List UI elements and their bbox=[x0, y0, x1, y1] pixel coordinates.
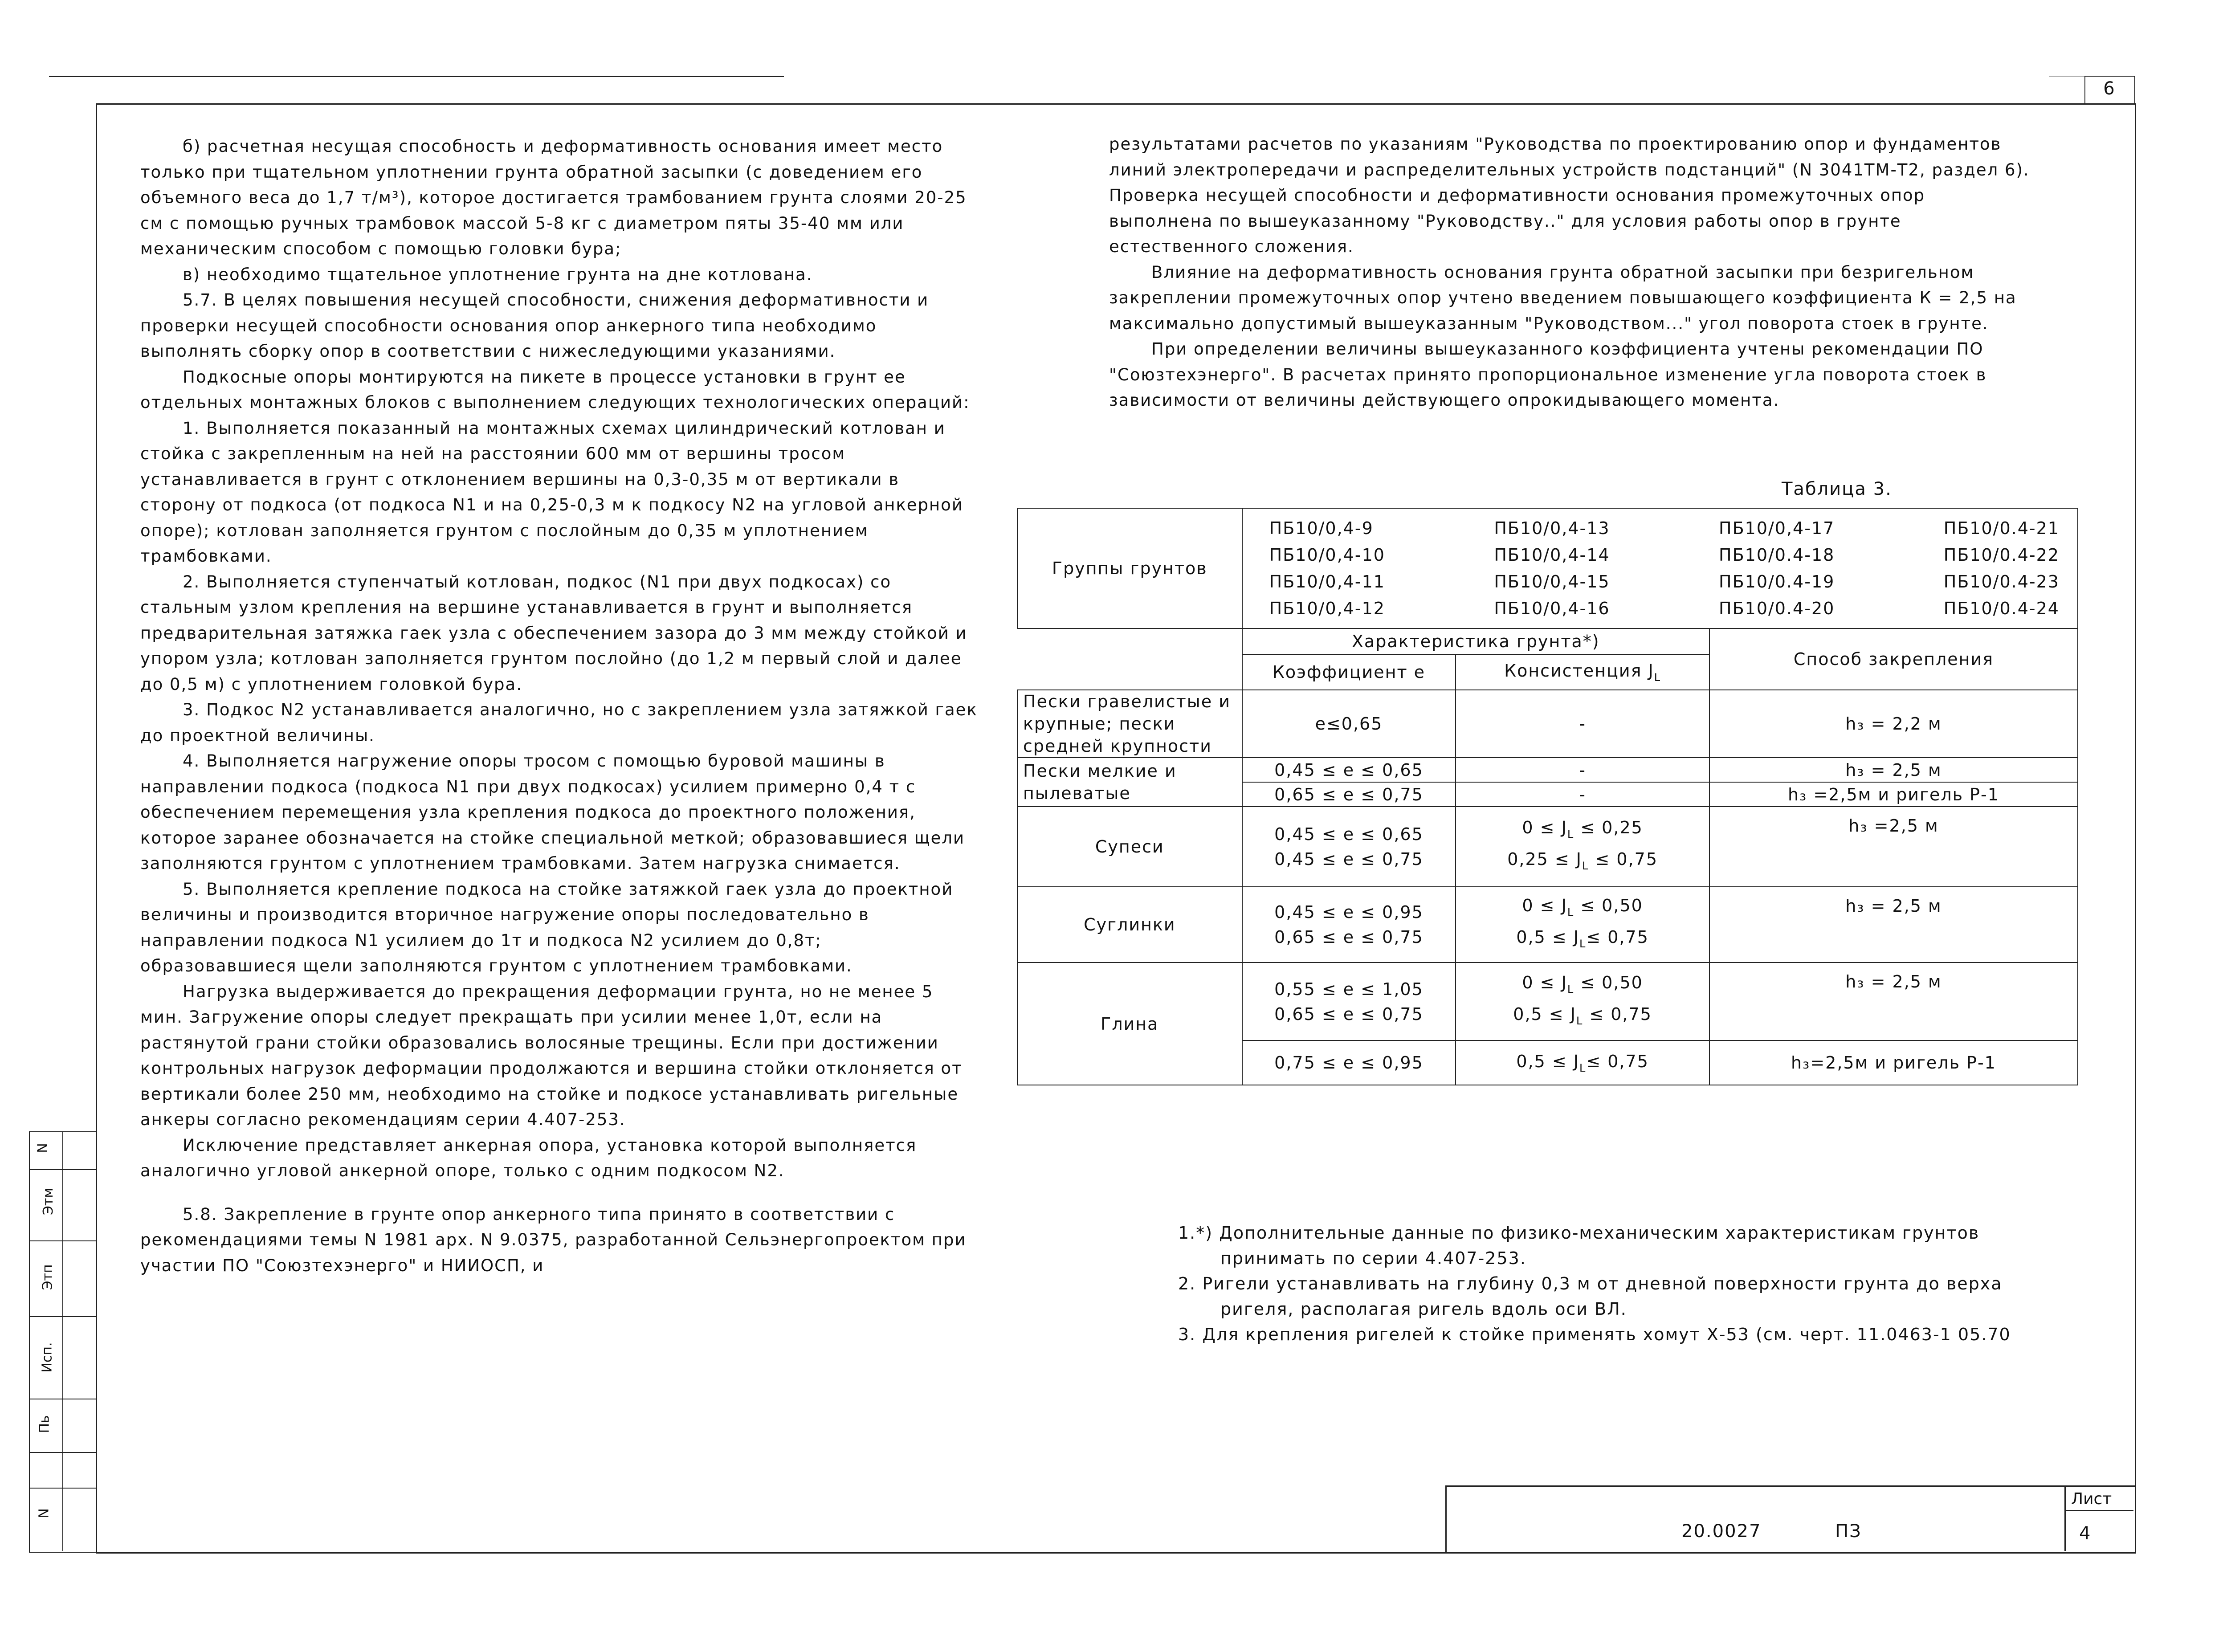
left-column bbox=[140, 134, 980, 1278]
side-stamp-sep-3 bbox=[29, 1316, 96, 1317]
coef-value: е≤0,65 bbox=[1242, 690, 1456, 758]
consist-line bbox=[1456, 815, 1709, 847]
table-cell: ПБ10/0,4-17 bbox=[1719, 518, 1835, 538]
method-value: h₃ = 2,5 м bbox=[1709, 963, 2078, 1040]
paragraph: 5.8. Закрепление в грунте опор анкерного типа принято в соответствии с рекомендациями темы N 1981 арх. N 9.0375, разработанной Сельэнергопроектом при участии ПО "Союзтехэнерго" и НИИОСП, и bbox=[140, 1204, 967, 1275]
top-rule bbox=[49, 76, 784, 77]
doc-type: ПЗ bbox=[1835, 1521, 1862, 1542]
consist-line bbox=[1456, 925, 1709, 956]
consist-sub: L bbox=[1567, 983, 1574, 995]
table-cell: ПБ10/0.4-24 bbox=[1943, 599, 2060, 618]
note-item: 2. Ригели устанавливать на глубину 0,3 м от дневной поверхности грунта до верха ригеля, располагая ригель вдоль оси ВЛ. bbox=[1178, 1274, 2003, 1319]
consist-text: 0,5 ≤ J bbox=[1516, 1051, 1579, 1071]
coef-line: 0,45 ≤ е ≤ 0,75 bbox=[1274, 849, 1423, 869]
empty-cell bbox=[1017, 628, 1242, 690]
group-column bbox=[1494, 515, 1610, 622]
consist-text: 0,5 ≤ J bbox=[1516, 927, 1579, 947]
table-cell: ПБ10/0,4-13 bbox=[1494, 518, 1610, 538]
side-stamp-label-6: N bbox=[36, 1508, 52, 1518]
method-value: h₃ =2,5м и ригель Р-1 bbox=[1709, 782, 2078, 807]
method-value: h₃ = 2,2 м bbox=[1709, 690, 2078, 758]
consist-text: ≤ 0,75 bbox=[1583, 1004, 1652, 1024]
paragraph: в) необходимо тщательное уплотнение грунта на дне котлована. bbox=[183, 265, 813, 284]
consist-text: ≤ 0,25 bbox=[1574, 818, 1643, 837]
side-stamp-label-3: Исп. bbox=[39, 1342, 55, 1373]
sheet-number: 4 bbox=[2079, 1523, 2091, 1544]
consist-value: - bbox=[1456, 782, 1709, 807]
side-stamp-label-5: Этм bbox=[41, 1187, 57, 1216]
consist-line bbox=[1456, 970, 1709, 1002]
coef-value: 0,65 ≤ е ≤ 0,75 bbox=[1242, 782, 1456, 807]
paragraph: Нагрузка выдерживается до прекращения деформации грунта, но не менее 5 мин. Загружение опоры следует прекращать при усилии менее 1,0т, если на растянутой грани стойки образовались волосяные трещины. Если при достижении контрольных нагрузок деформации продолжаются и вершина стойки отклоняется от вертикали более 250 мм, необходимо на стойке и подкосе устанавливать ригельные анкеры согласно рекомендациям серии 4.407-253. bbox=[140, 982, 963, 1129]
consist-text: ≤ 0,75 bbox=[1589, 849, 1658, 869]
consist-text: ≤ 0,75 bbox=[1586, 927, 1649, 947]
side-stamp-label-2: Пь bbox=[37, 1415, 53, 1433]
consist-value bbox=[1456, 963, 1709, 1040]
paragraph: Подкосные опоры монтируются на пикете в процессе установки в грунт ее отдельных монтажных блоков с выполнением следующих технологических операций: bbox=[140, 367, 970, 412]
consist-text: ≤ 0,50 bbox=[1574, 972, 1643, 992]
paragraph: 5. Выполняется крепление подкоса на стойке затяжкой гаек узла до проектной величины и производится вторичное нагружение опоры последовательно в направлении подкоса N1 усилием до 1т и подкоса N2 усилием до 0,8т; образовавшиеся щели заполняются грунтом с уплотнением трамбовками. bbox=[140, 879, 954, 975]
paragraph: результатами расчетов по указаниям "Руководства по проектированию опор и фундаментов линий электропередачи и распределительных устройств подстанций" (N 3041ТМ-Т2, раздел 6). Проверка несущей способности и деформативности основания промежуточных опор выполнена по вышеуказанному "Руководству.." для условия работы опор в грунте естественного сложения. bbox=[1109, 135, 2030, 256]
char-header: Характеристика грунта*) bbox=[1242, 628, 1709, 654]
right-column bbox=[1109, 131, 2031, 413]
table-cell: ПБ10/0,4-15 bbox=[1494, 572, 1610, 591]
consist-line bbox=[1456, 893, 1709, 925]
consist-value bbox=[1456, 887, 1709, 963]
consist-line bbox=[1456, 847, 1709, 878]
table-cell: ПБ10/0,4-9 bbox=[1269, 518, 1374, 538]
group-column bbox=[1944, 515, 2060, 622]
side-stamp-sep-5 bbox=[29, 1452, 96, 1453]
coef-value bbox=[1242, 963, 1456, 1040]
top-sheet-number: 6 bbox=[2103, 78, 2115, 99]
side-stamp-sep-1 bbox=[29, 1169, 96, 1170]
consist-text: 0 ≤ J bbox=[1522, 896, 1567, 915]
paragraph: 3. Подкос N2 устанавливается аналогично, но с закреплением узла затяжкой гаек до проектной величины. bbox=[140, 700, 978, 745]
group-codes-cell bbox=[1242, 508, 2078, 628]
paragraph: Исключение представляет анкерная опора, установка которой выполняется аналогично угловой анкерной опоре, только с одним подкосом N2. bbox=[140, 1135, 917, 1180]
coef-line: 0,65 ≤ е ≤ 0,75 bbox=[1274, 1004, 1423, 1024]
consist-header-sub: L bbox=[1654, 671, 1661, 684]
consist-sub: L bbox=[1576, 1014, 1583, 1027]
table-cell: ПБ10/0.4-20 bbox=[1719, 599, 1835, 618]
side-stamp-label-4: Этп bbox=[40, 1264, 56, 1290]
coef-line: 0,45 ≤ е ≤ 0,65 bbox=[1274, 824, 1423, 844]
table-cell: ПБ10/0,4-10 bbox=[1269, 545, 1385, 565]
paragraph: Влияние на деформативность основания грунта обратной засыпки при безригельном закреплении промежуточных опор учтено введением повышающего коэффициента К = 2,5 на максимально допустимый вышеуказанным "Руководством..." угол поворота стоек в грунте. bbox=[1109, 262, 2017, 333]
coef-header: Коэффициент е bbox=[1242, 654, 1456, 690]
consist-sub: L bbox=[1567, 828, 1574, 840]
consist-header bbox=[1456, 654, 1709, 690]
soil-table bbox=[1017, 508, 2078, 1085]
table-cell: ПБ10/0,4-16 bbox=[1494, 599, 1610, 618]
consist-text: 0 ≤ J bbox=[1522, 972, 1567, 992]
table-cell: ПБ10/0.4-23 bbox=[1943, 572, 2060, 591]
consist-line bbox=[1456, 1002, 1709, 1033]
coef-value bbox=[1242, 887, 1456, 963]
paragraph: 4. Выполняется нагружение опоры тросом с помощью буровой машины в направлении подкоса (подкоса N1 при двух подкосах) усилием примерно 0,4 т с обеспечением перемещения узла крепления подкоса до проектного положения, которое заранее обозначается на стойке специальной меткой; образовавшиеся щели заполняются грунтом с уплотнением трамбовками. Затем нагрузка снимается. bbox=[140, 751, 965, 873]
note-item: 1.*) Дополнительные данные по физико-механическим характеристикам грунтов принимать по серии 4.407-253. bbox=[1178, 1223, 1980, 1268]
paragraph: б) расчетная несущая способность и деформативность основания имеет место только при тщательном уплотнении грунта обратной засыпки (с доведением его объемного веса до 1,7 т/м³), которое достигается трамбованием грунта слоями 20-25 см с помощью ручных трамбовок массой 5-8 кг с диаметром пяты 35-40 мм или механическим способом с помощью головки бура; bbox=[140, 137, 967, 258]
group-label: Группы грунтов bbox=[1017, 508, 1242, 628]
coef-value: 0,45 ≤ е ≤ 0,65 bbox=[1242, 758, 1456, 782]
consist-value bbox=[1456, 807, 1709, 887]
side-stamp-label-1: N bbox=[35, 1143, 51, 1153]
method-value: h₃ = 2,5 м bbox=[1709, 887, 2078, 963]
doc-code: 20.0027 bbox=[1681, 1521, 1762, 1542]
table-cell: ПБ10/0,4-12 bbox=[1269, 599, 1385, 618]
consist-sub: L bbox=[1582, 860, 1589, 872]
side-stamp-sep-6 bbox=[29, 1488, 96, 1489]
group-column bbox=[1719, 515, 1835, 622]
title-block-divider bbox=[2064, 1485, 2066, 1551]
table-caption: Таблица 3. bbox=[1782, 479, 1892, 499]
paragraph: 1. Выполняется показанный на монтажных схемах цилиндрический котлован и стойка с закрепленным на ней на расстоянии 600 мм от вершины тросом устанавливается в грунт с отклонением вершины на 0,3-0,35 м от вертикали в сторону от подкоса (от подкоса N1 и на 0,25-0,3 м к подкосу N2 на угловой анкерной опоре); котлован заполняется грунтом с послойным до 0,35 м уплотнением трамбовками. bbox=[140, 418, 963, 566]
coef-line: 0,65 ≤ е ≤ 0,75 bbox=[1274, 927, 1423, 947]
consist-header-text: Консистенция J bbox=[1504, 661, 1654, 681]
title-block bbox=[1445, 1485, 2135, 1552]
method-header: Способ закрепления bbox=[1709, 628, 2078, 690]
group-column bbox=[1269, 515, 1385, 622]
method-value: h₃=2,5м и ригель Р-1 bbox=[1709, 1040, 2078, 1085]
paragraph: 2. Выполняется ступенчатый котлован, подкос (N1 при двух подкосах) со стальным узлом крепления на вершине устанавливается в грунт и выполняется предварительная затяжка гаек узла с обеспечением зазора до 3 мм между стойкой и упором узла; котлован заполняется грунтом послойно (до 1,2 м первый слой и далее до 0,5 м) с уплотнением головкой бура. bbox=[140, 572, 967, 694]
notes bbox=[1178, 1220, 2051, 1347]
consist-value bbox=[1456, 1040, 1709, 1085]
consist-sub: L bbox=[1579, 938, 1587, 950]
side-stamp-sep-2 bbox=[29, 1240, 96, 1241]
consist-text: 0,25 ≤ J bbox=[1507, 849, 1583, 869]
consist-value: - bbox=[1456, 758, 1709, 782]
consist-text: ≤ 0,75 bbox=[1586, 1051, 1649, 1071]
consist-value: - bbox=[1456, 690, 1709, 758]
soil-name: Супеси bbox=[1017, 807, 1242, 887]
consist-text: 0,5 ≤ J bbox=[1513, 1004, 1576, 1024]
soil-name: Глина bbox=[1017, 963, 1242, 1085]
consist-sub: L bbox=[1567, 906, 1574, 918]
coef-value: 0,75 ≤ е ≤ 0,95 bbox=[1242, 1040, 1456, 1085]
table-cell: ПБ10/0,4-14 bbox=[1494, 545, 1610, 565]
table-cell: ПБ10/0.4-19 bbox=[1719, 572, 1835, 591]
coef-line: 0,55 ≤ е ≤ 1,05 bbox=[1274, 979, 1423, 999]
soil-name: Пески гравелистые и крупные; пески средней крупности bbox=[1017, 690, 1242, 758]
table-cell: ПБ10/0.4-22 bbox=[1943, 545, 2060, 565]
soil-name: Пески мелкие и пылеватые bbox=[1017, 758, 1242, 807]
consist-text: ≤ 0,50 bbox=[1574, 896, 1643, 915]
consist-text: 0 ≤ J bbox=[1522, 818, 1567, 837]
table-cell: ПБ10/0,4-11 bbox=[1269, 572, 1385, 591]
table-cell: ПБ10/0.4-21 bbox=[1943, 518, 2060, 538]
soil-name: Суглинки bbox=[1017, 887, 1242, 963]
method-value: h₃ =2,5 м bbox=[1709, 807, 2078, 887]
paragraph: При определении величины вышеуказанного коэффициента учтены рекомендации ПО "Союзтехэнерго". В расчетах принято пропорциональное изменение угла поворота стоек в зависимости от величины действующего опрокидывающего момента. bbox=[1109, 339, 1987, 410]
method-value: h₃ = 2,5 м bbox=[1709, 758, 2078, 782]
coef-value bbox=[1242, 807, 1456, 887]
consist-sub: L bbox=[1579, 1061, 1587, 1074]
paragraph: 5.7. В целях повышения несущей способности, снижения деформативности и проверки несущей способности основания опор анкерного типа необходимо выполнять сборку опор в соответствии с нижеследующими указаниями. bbox=[140, 290, 929, 361]
table-cell: ПБ10/0.4-18 bbox=[1719, 545, 1835, 565]
title-block-sheet-divider bbox=[2064, 1510, 2133, 1511]
coef-line: 0,45 ≤ е ≤ 0,95 bbox=[1274, 902, 1423, 922]
note-item: 3. Для крепления ригелей к стойке применять хомут Х-53 (см. черт. 11.0463-1 05.70 bbox=[1178, 1325, 2011, 1344]
sheet-label: Лист bbox=[2071, 1490, 2112, 1508]
